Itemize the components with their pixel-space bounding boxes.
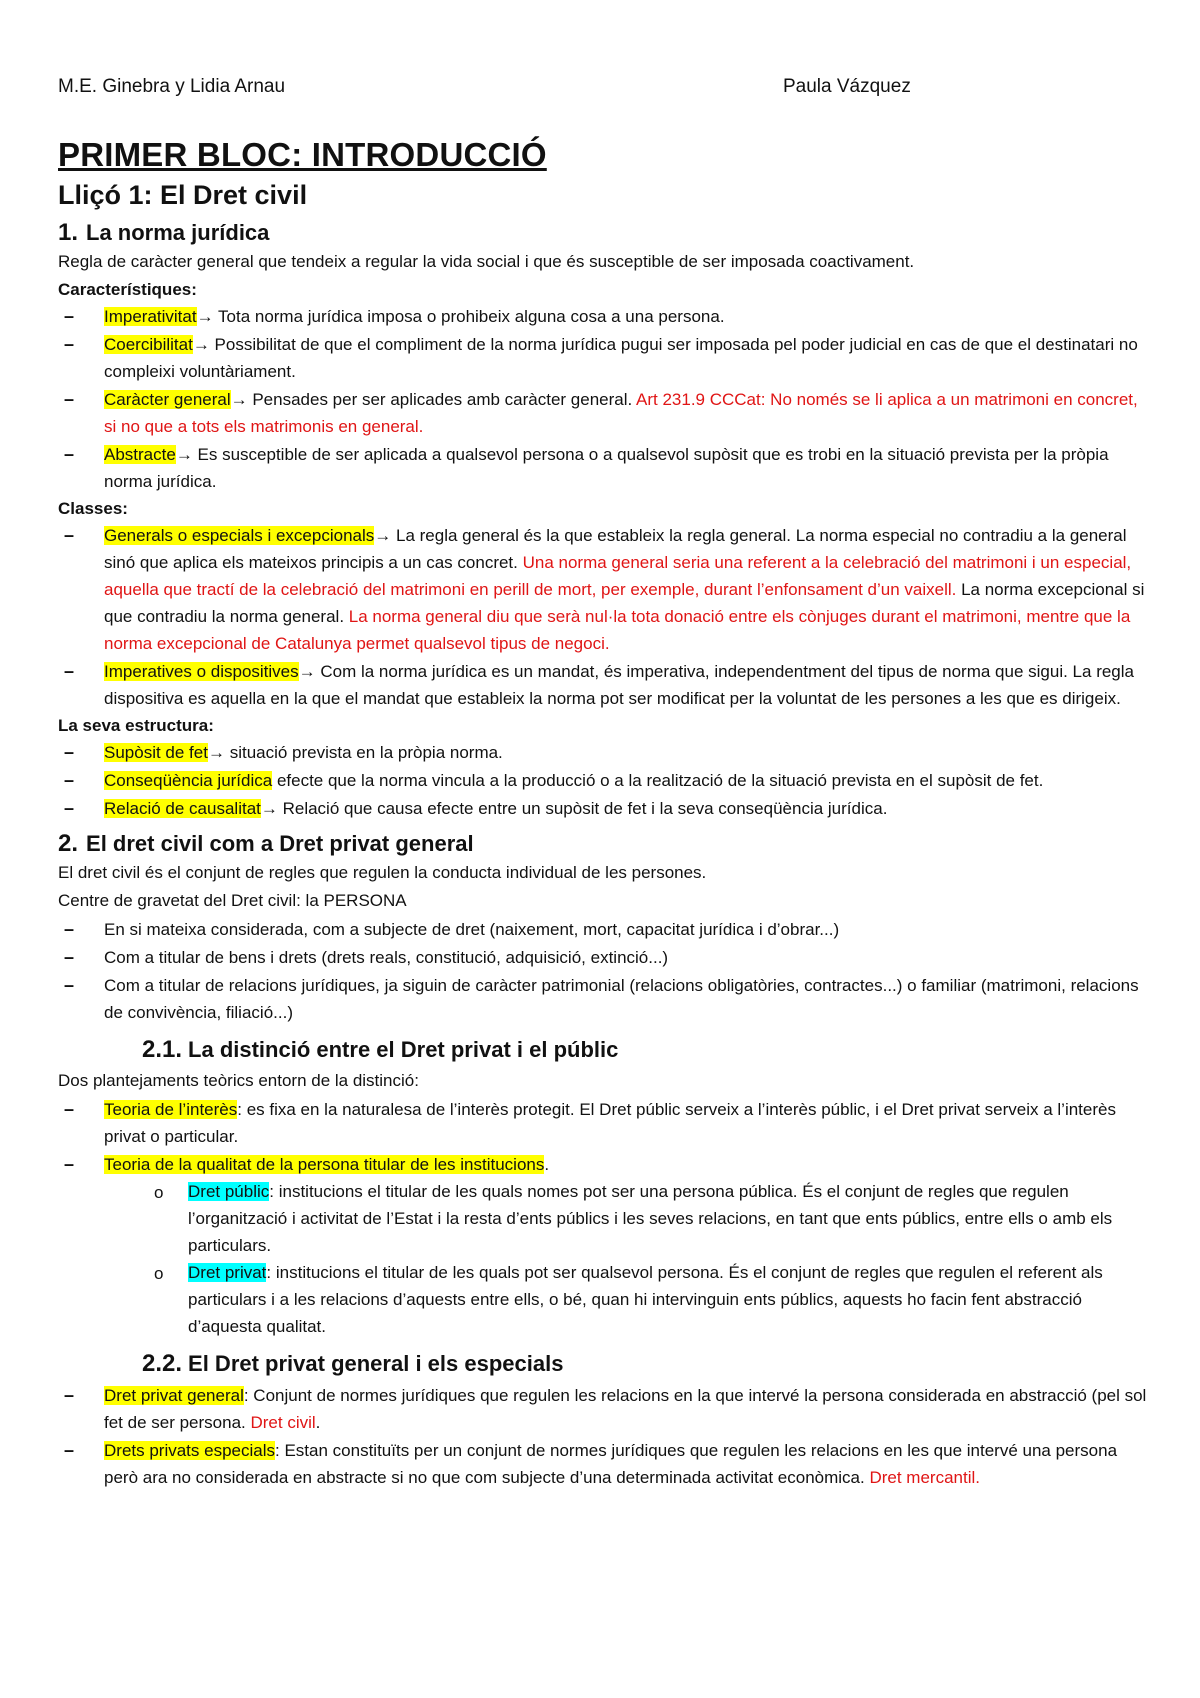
arrow-icon: → bbox=[298, 662, 316, 681]
list-item bbox=[58, 795, 1148, 822]
classes-label: Classes: bbox=[58, 499, 128, 518]
item-text: . bbox=[315, 1413, 321, 1432]
list-item: – En si mateixa considerada, com a subjecte de dret (naixement, mort, capacitat jurídica i d’obrar...) bbox=[58, 916, 1148, 943]
persona-list bbox=[58, 916, 1148, 1026]
norma-definition: Regla de caràcter general que tendeix a regular la vida social i que és susceptible de ser imposada coactivament. bbox=[58, 252, 915, 271]
arrow-icon: → bbox=[374, 526, 392, 545]
section-title: El dret civil com a Dret privat general bbox=[86, 831, 474, 856]
highlight-term: Dret privat general bbox=[104, 1386, 244, 1405]
item-text: : Estan constituïts per un conjunt de normes jurídiques que regulen les relacions en les que intervé una persona però ara no considerada en abstracte si no que com subjecte d’una determinada activitat econòmica. bbox=[104, 1441, 1118, 1487]
item-text: Relació que causa efecte entre un supòsit de fet i la seva conseqüència jurídica. bbox=[277, 799, 888, 818]
cyan-term: Dret privat bbox=[188, 1263, 267, 1282]
estructura-label: La seva estructura: bbox=[58, 716, 214, 735]
header-student: Paula Vázquez bbox=[783, 76, 911, 97]
subtypes-list bbox=[104, 1178, 1148, 1340]
section-title: El Dret privat general i els especials bbox=[188, 1351, 564, 1376]
list-item bbox=[58, 331, 1148, 385]
highlight-term: Imperativitat bbox=[104, 307, 197, 326]
document-body bbox=[58, 136, 1148, 1492]
item-text: : es fixa en la naturalesa de l’interès protegit. El Dret públic serveix a l’interès públic, i el Dret privat serveix a l’interès privat o particular. bbox=[104, 1100, 1116, 1146]
highlight-term: Caràcter general bbox=[104, 390, 231, 409]
item-text: : institucions el titular de les quals nomes pot ser una persona pública. És el conjunt de regles que regulen l’organització i activitat de l’Estat i la resta d’ents públics i les seves relacions, en tant que ents públics, entre ells o amb els particulars. bbox=[188, 1182, 1113, 1255]
item-text: Pensades per ser aplicades amb caràcter general. bbox=[247, 390, 637, 409]
arrow-icon: → bbox=[230, 390, 248, 409]
classes-list bbox=[58, 522, 1148, 712]
list-item: – Com a titular de relacions jurídiques, ja siguin de caràcter patrimonial (relacions obligatòries, contractes...) o familiar (matrimoni, relacions de convivència, filiació...) bbox=[58, 972, 1148, 1026]
list-item bbox=[104, 1259, 1148, 1340]
highlight-term: Generals o especials i excepcionals bbox=[104, 526, 375, 545]
highlight-term: Teoria de l’interès bbox=[104, 1100, 238, 1119]
teories-list bbox=[58, 1096, 1148, 1340]
list-item bbox=[58, 1096, 1148, 1150]
section-title: La norma jurídica bbox=[86, 220, 270, 245]
caracteristiques-label: Característiques: bbox=[58, 280, 197, 299]
cyan-term: Dret públic bbox=[188, 1182, 270, 1201]
section-1-heading bbox=[58, 219, 1148, 247]
list-item bbox=[58, 303, 1148, 330]
item-text: situació prevista en la pròpia norma. bbox=[224, 743, 503, 762]
lesson-title: Lliçó 1: El Dret civil bbox=[58, 180, 308, 210]
arrow-icon: → bbox=[260, 799, 278, 818]
red-example: Dret civil bbox=[250, 1413, 316, 1432]
page-title: PRIMER BLOC: INTRODUCCIÓ bbox=[58, 136, 547, 173]
highlight-term: Imperatives o dispositives bbox=[104, 662, 299, 681]
header-authors: M.E. Ginebra y Lidia Arnau bbox=[58, 76, 286, 97]
section-2-1-heading bbox=[142, 1036, 1148, 1064]
arrow-icon: → bbox=[196, 307, 214, 326]
red-example: La norma general diu que serà nul·la tota donació entre els cònjuges durant el matrimoni, mentre que la norma excepcional de Catalunya permet qualsevol tipus de negoci. bbox=[104, 607, 1131, 653]
list-item bbox=[58, 1437, 1148, 1491]
item-text: : institucions el titular de les quals pot ser qualsevol persona. És el conjunt de regles que regulen el referent als particulars i a les relacions d’aquests entre ells, o bé, quan hi intervinguin ents públics, aquests ho facin fent abstracció d’aquesta qualitat. bbox=[188, 1263, 1103, 1336]
estructura-list bbox=[58, 739, 1148, 822]
list-item bbox=[58, 522, 1148, 657]
highlight-term: Supòsit de fet bbox=[104, 743, 208, 762]
highlight-term: Relació de causalitat bbox=[104, 799, 261, 818]
item-text: Possibilitat de que el compliment de la norma jurídica pugui ser imposada pel poder judicial en cas de que el destinatari no compleixi voluntàriament. bbox=[104, 335, 1138, 381]
caracteristiques-list bbox=[58, 303, 1148, 495]
list-item bbox=[58, 1382, 1148, 1436]
section-number: 2. bbox=[58, 830, 79, 857]
highlight-term: Conseqüència jurídica bbox=[104, 771, 273, 790]
item-text: efecte que la norma vincula a la producció o a la realització de la situació prevista en el supòsit de fet. bbox=[272, 771, 1044, 790]
list-item bbox=[58, 658, 1148, 712]
list-item bbox=[58, 739, 1148, 766]
circle-bullet-icon: o bbox=[154, 1183, 164, 1202]
item-text: Es susceptible de ser aplicada a qualsevol persona o a qualsevol supòsit que es trobi en la situació prevista per la pròpia norma jurídica. bbox=[104, 445, 1109, 491]
section-number: 2.1. bbox=[142, 1036, 183, 1063]
centre-gravetat: Centre de gravetat del Dret civil: la PERSONA bbox=[58, 891, 407, 910]
item-text: La norma excepcional si que contradiu la norma general. bbox=[104, 580, 1145, 626]
item-text: La regla general és la que estableix la regla general. La norma especial no contradiu a la general sinó que aplica els mateixos principis a un cas concret. bbox=[104, 526, 1127, 572]
list-item bbox=[58, 441, 1148, 495]
highlight-term: Teoria de la qualitat de la persona titular de les institucions bbox=[104, 1155, 545, 1174]
highlight-term: Abstracte bbox=[104, 445, 176, 464]
dret-civil-definition: El dret civil és el conjunt de regles que regulen la conducta individual de les persones. bbox=[58, 863, 707, 882]
highlight-term: Drets privats especials bbox=[104, 1441, 276, 1460]
list-item bbox=[58, 386, 1148, 440]
highlight-term: Coercibilitat bbox=[104, 335, 193, 354]
list-item bbox=[58, 767, 1148, 794]
list-item: – Com a titular de bens i drets (drets reals, constitució, adquisició, extinció...) bbox=[58, 944, 1148, 971]
section-number: 2.2. bbox=[142, 1350, 183, 1377]
arrow-icon: → bbox=[192, 335, 210, 354]
item-text: Tota norma jurídica imposa o prohibeix alguna cosa a una persona. bbox=[213, 307, 725, 326]
plantejaments-intro: Dos plantejaments teòrics entorn de la distinció: bbox=[58, 1071, 419, 1090]
section-title: La distinció entre el Dret privat i el públic bbox=[188, 1037, 619, 1062]
item-text: . bbox=[544, 1155, 550, 1174]
red-example: Una norma general seria una referent a la celebració del matrimoni i un especial, aquella que tractí de la celebració del matrimoni en perill de mort, per exemple, durant l’enfonsament d’un vaixell. bbox=[104, 553, 1132, 599]
section-number: 1. bbox=[58, 219, 79, 246]
item-text: : Conjunt de normes jurídiques que regulen les relacions en la que intervé la persona considerada en abstracció (pel sol fet de ser persona. bbox=[104, 1386, 1147, 1432]
section-2-heading bbox=[58, 830, 1148, 858]
red-example: Art 231.9 CCCat: No només se li aplica a un matrimoni en concret, si no que a tots els matrimonis en general. bbox=[104, 390, 1138, 436]
list-item bbox=[104, 1178, 1148, 1259]
red-example: Dret mercantil. bbox=[869, 1468, 980, 1487]
section-2-2-heading bbox=[142, 1350, 1148, 1378]
arrow-icon: → bbox=[207, 743, 225, 762]
arrow-icon: → bbox=[175, 445, 193, 464]
item-text: Com la norma jurídica es un mandat, és imperativa, independentment del tipus de norma que sigui. La regla dispositiva es aquella en la que el mandat que estableix la norma pot ser modificat per la voluntat de les persones a les que es dirigeix. bbox=[104, 662, 1134, 708]
circle-bullet-icon: o bbox=[154, 1264, 164, 1283]
list-item bbox=[58, 1151, 1148, 1340]
dret-privat-list bbox=[58, 1382, 1148, 1491]
